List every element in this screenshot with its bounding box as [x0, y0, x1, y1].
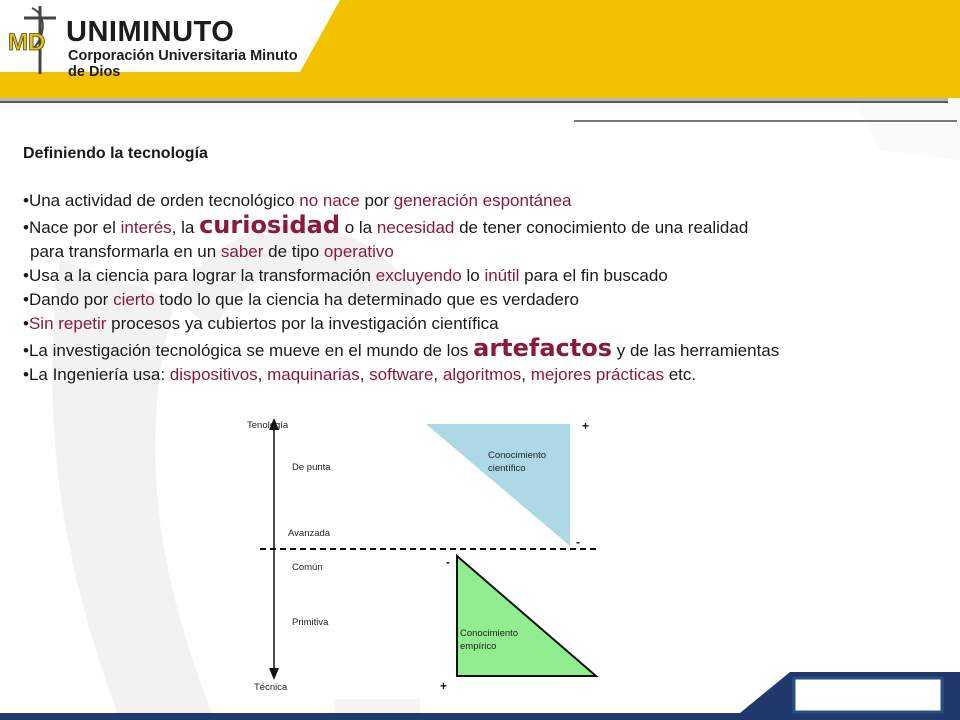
bullet-item: [23, 189, 943, 213]
highlight-text: generación espontánea: [393, 191, 572, 210]
scientific-knowledge-label-1: Conocimiento: [488, 450, 547, 461]
logo-cross-icon: [6, 4, 66, 76]
emphasis-word: artefactos: [473, 334, 613, 362]
bullet-item: [23, 363, 943, 387]
bullet-marker: •: [23, 218, 29, 237]
slide-heading: Definiendo la tecnología: [23, 145, 208, 162]
empirical-knowledge-triangle: [457, 556, 596, 676]
bullet-marker: •: [23, 341, 29, 360]
highlight-text: software: [369, 365, 434, 384]
highlight-text: Sin repetir: [28, 314, 107, 333]
highlight-text: no nace: [299, 191, 360, 210]
highlight-text: interés: [120, 218, 172, 237]
technology-diagram: [240, 414, 610, 699]
scientific-knowledge-label-2: científico: [488, 463, 526, 474]
highlight-text: mejores prácticas: [530, 365, 664, 384]
sign-mid-left: -: [446, 555, 450, 569]
highlight-text: cierto: [113, 290, 155, 309]
empirical-knowledge-label-2: empírico: [460, 641, 497, 652]
empirical-knowledge-label-1: Conocimiento: [460, 628, 519, 639]
bullet-text: etc.: [663, 365, 697, 384]
logo-subtitle: Corporación Universitaria Minuto de Dios: [68, 48, 298, 80]
bullet-item: [23, 240, 943, 264]
bullet-text: ,: [257, 365, 268, 384]
axis-top-label: Tenología: [247, 420, 289, 431]
bullet-marker: •: [23, 290, 29, 309]
highlight-text: saber: [220, 242, 264, 261]
bullet-text: procesos ya cubiertos por la investigación científica: [106, 314, 499, 333]
bullet-marker: •: [23, 266, 29, 285]
highlight-text: excluyendo: [375, 266, 462, 285]
svg-text:MD: MD: [8, 29, 46, 56]
emphasis-word: curiosidad: [199, 211, 340, 239]
logo-wordmark: UNIMINUTO: [66, 16, 235, 48]
bullet-marker: •: [23, 314, 29, 333]
highlight-text: dispositivos: [169, 365, 258, 384]
bullet-text: Nace por el: [28, 218, 121, 237]
bullet-item: [23, 288, 943, 312]
bullet-marker: •: [23, 365, 29, 384]
bullet-item: [23, 312, 943, 336]
bullet-marker: •: [23, 191, 29, 210]
bullet-text: de tener conocimiento de una realidad: [454, 218, 749, 237]
bullet-text: Dando por: [28, 290, 114, 309]
axis-bottom-label: Técnica: [254, 682, 288, 693]
level-avanzada: Avanzada: [288, 528, 331, 539]
bullet-text: ,: [521, 365, 531, 384]
level-de-punta: De punta: [292, 462, 331, 473]
bullet-text: , la: [171, 218, 200, 237]
highlight-text: necesidad: [376, 218, 455, 237]
bullet-text: La Ingeniería usa:: [28, 365, 170, 384]
highlight-text: maquinarias: [267, 365, 360, 384]
highlight-text: inútil: [484, 266, 520, 285]
bullet-text: ,: [359, 365, 370, 384]
bullet-text: todo lo que la ciencia ha determinado que es verdadero: [154, 290, 580, 309]
bullet-text: Usa a la ciencia para lograr la transformación: [28, 266, 376, 285]
scientific-knowledge-triangle: [426, 424, 570, 546]
bullet-item: [23, 264, 943, 288]
bullet-text: o la: [340, 218, 377, 237]
bullet-list: [23, 189, 943, 387]
sign-top-right: +: [582, 419, 590, 433]
level-primitiva: Primitiva: [292, 617, 329, 628]
highlight-text: algoritmos: [442, 365, 522, 384]
level-comun: Común: [292, 562, 323, 573]
bullet-text: y de las herramientas: [612, 341, 780, 360]
highlight-text: operativo: [323, 242, 394, 261]
footer-bar: [0, 660, 960, 720]
bullet-text: por: [359, 191, 394, 210]
slide-content: [23, 145, 943, 387]
uniminuto-logo: [6, 4, 306, 80]
sign-mid-right: -: [576, 535, 580, 549]
bullet-text: ,: [433, 365, 443, 384]
bullet-text: Una actividad de orden tecnológico: [28, 191, 300, 210]
bullet-text: lo: [461, 266, 485, 285]
bullet-text: para el fin buscado: [519, 266, 668, 285]
bullet-text: de tipo: [263, 242, 324, 261]
bullet-text: para transformarla en un: [30, 242, 221, 261]
sign-bottom-left: +: [440, 679, 448, 693]
bullet-item: [23, 336, 943, 363]
bullet-text: La investigación tecnológica se mueve en el mundo de los: [28, 341, 474, 360]
bullet-item: [23, 213, 943, 240]
